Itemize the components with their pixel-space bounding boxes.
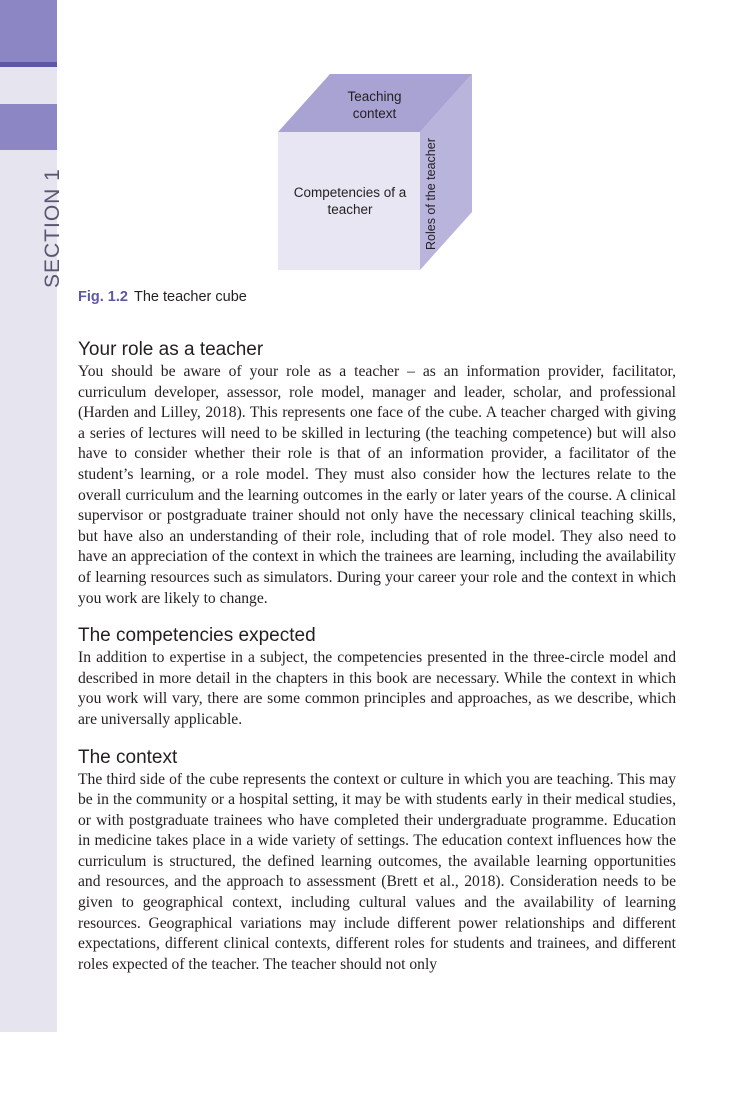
main-content xyxy=(78,338,676,990)
cube-top-label: Teaching context xyxy=(347,89,402,121)
section-body: In addition to expertise in a subject, the competencies presented in the three-circle model and described in more detail in the chapters in this book are necessary. While the context in which you work will vary, there are some common principles and approaches, as we describe, which are universally applicable. xyxy=(78,649,676,728)
cube-front-label: Competencies of a teacher xyxy=(293,185,407,217)
section-heading: The context xyxy=(78,746,178,768)
section-heading: Your role as a teacher xyxy=(78,339,264,360)
figure-number: Fig. 1.2 xyxy=(78,289,128,305)
sidebar-tab-accent xyxy=(0,62,57,67)
section-body: The third side of the cube represents the context or culture in which you are teaching. This may be in the community or a hospital setting, it may be with students early in their medical studies, or with postgraduate trainees who have completed their undergraduate programme. Education in medicine takes place in a wide variety of settings. The education context influences how the curriculum is structured, the defined learning outcomes, the available learning opportunities and resources, and the approach to assessment (Brett et al., 2018). Consideration needs to be given to geographical context, including cultural values and the availability of learning resources. Geographical variations may include different power relationships and different expectations, different clinical contexts, different roles for students and trainees, and different roles expected of the teacher. The teacher should not only xyxy=(78,770,676,973)
section-label: SECTION 1 xyxy=(41,168,64,288)
section-sidebar xyxy=(0,0,64,1032)
section-body: You should be aware of your role as a teacher – as an information provider, facilitator, curriculum developer, assessor, role model, manager and leader, scholar, and professional (Harden and Lilley, 2018). This represents one face of the cube. A teacher charged with giving a series of lectures will need to be skilled in lecturing (the teaching competence) but will also have to consider whether their role is that of an information provider, a facilitator of the student’s learning, or a role model. They must also consider how the lectures relate to the overall curriculum and the learning outcomes in the early or later years of the course. A clinical supervisor or postgraduate trainer should not only have the necessary clinical teaching skills, but have also an understanding of their role, including that of role model. They also need to have an appreciation of the context in which the trainees are learning, including the availability of learning resources such as simulators. During your career your role and the context in which you work are likely to change. xyxy=(78,363,676,607)
sidebar-tab xyxy=(0,104,57,150)
section-heading: The competencies expected xyxy=(78,625,316,647)
figure-caption xyxy=(78,289,247,305)
figure-caption-text: The teacher cube xyxy=(133,289,247,305)
teacher-cube-figure xyxy=(274,72,478,272)
sidebar-tab-top xyxy=(0,0,57,62)
cube-side-label: Roles of the teacher xyxy=(424,138,438,250)
